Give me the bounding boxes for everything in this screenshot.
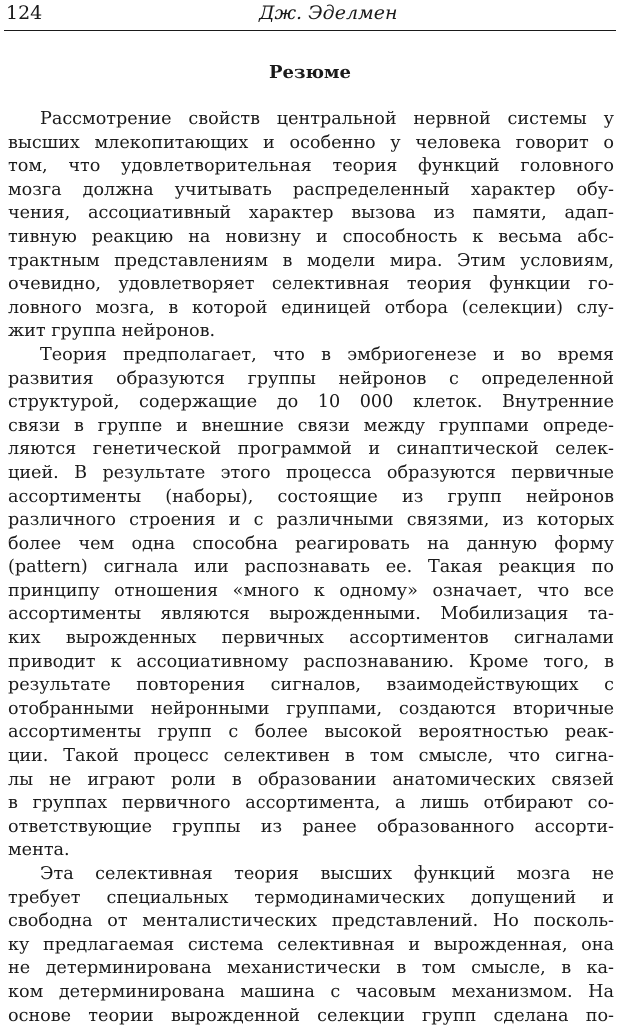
text-line: ляются генетической программой и синаптической селек- (8, 439, 614, 460)
text-line: ответствующие группы из ранее образованного ассорти- (8, 816, 614, 837)
text-line: (pattern) сигнала или распознавать ее. Такая реакция по (8, 557, 614, 578)
text-line: трактным представлениям в модели мира. Этим условиям, (8, 250, 614, 271)
text-line: различного строения и с различными связями, из которых (8, 510, 614, 531)
text-line: свободна от менталистических представлений. Но посколь- (8, 911, 614, 932)
text-line: Теория предполагает, что в эмбриогенезе и во время (40, 344, 614, 365)
text-line: тивную реакцию на новизну и способность к весьма абс- (8, 226, 614, 247)
page-number: 124 (6, 2, 43, 24)
text-line: Эта селективная теория высших функций мозга не (40, 864, 614, 884)
text-line: лы не играют роли в образовании анатомических связей (8, 769, 614, 790)
text-line: ких вырожденных первичных ассортиментов сигналами (8, 628, 614, 649)
text-line: ловного мозга, в которой единицей отбора (селекции) слу- (8, 297, 614, 318)
text-line: требует специальных термодинамических допущений и (8, 887, 614, 908)
text-line: том, что удовлетворительная теория функций головного (8, 156, 614, 177)
text-line: структурой, содержащие до 10 000 клеток. Внутренние (8, 392, 614, 413)
text-line: ассортименты (наборы), состоящие из групп нейронов (8, 486, 614, 507)
header-rule (4, 30, 616, 31)
text-line: Рассмотрение свойств центральной нервной системы у (40, 109, 614, 129)
text-line: жит группа нейронов. (8, 321, 216, 342)
text-line: ассортименты групп с более высокой вероятностью реак- (8, 722, 614, 743)
text-line: основе теории вырожденной селекции групп сделана по- (8, 1005, 614, 1025)
text-line: развития образуются группы нейронов с определенной (8, 368, 614, 389)
text-line: отобранными нейронными группами, создаются вторичные (8, 698, 614, 719)
text-line: высших млекопитающих и особенно у человека говорит о (8, 132, 614, 153)
text-line: приводит к ассоциативному распознаванию. Кроме того, в (8, 651, 614, 672)
text-line: очевидно, удовлетворяет селективная теория функции го- (8, 274, 614, 295)
text-line: результате повторения сигналов, взаимодействующих с (8, 675, 614, 696)
text-line: более чем одна способна реагировать на данную форму (8, 533, 614, 554)
text-line: не детерминирована механистически в том смысле, в ка- (8, 958, 614, 979)
text-line: ку предлагаемая система селективная и вырожденная, она (8, 934, 614, 955)
text-line: связи в группе и внешние связи между группами опреде- (8, 415, 614, 436)
text-line: в группах первичного ассортимента, а лишь отбирают со- (8, 793, 614, 814)
running-head-author: Дж. Эделмен (259, 2, 398, 24)
text-line: принципу отношения «много к одному» означает, что все (8, 580, 614, 601)
text-line: мозга должна учитывать распределенный характер обу- (8, 179, 614, 200)
running-head (4, 0, 616, 30)
section-heading: Резюме (268, 62, 352, 83)
text-line: цией. В результате этого процесса образуются первичные (8, 462, 614, 483)
text-line: ции. Такой процесс селективен в том смысле, что сигна- (8, 746, 614, 767)
text-line: ком детерминирована машина с часовым механизмом. На (8, 981, 614, 1002)
text-line: мента. (8, 840, 70, 861)
text-line: чения, ассоциативный характер вызова из памяти, адап- (8, 203, 614, 224)
text-line: ассортименты являются вырожденными. Мобилизация та- (8, 604, 614, 625)
body-text (8, 108, 614, 1025)
